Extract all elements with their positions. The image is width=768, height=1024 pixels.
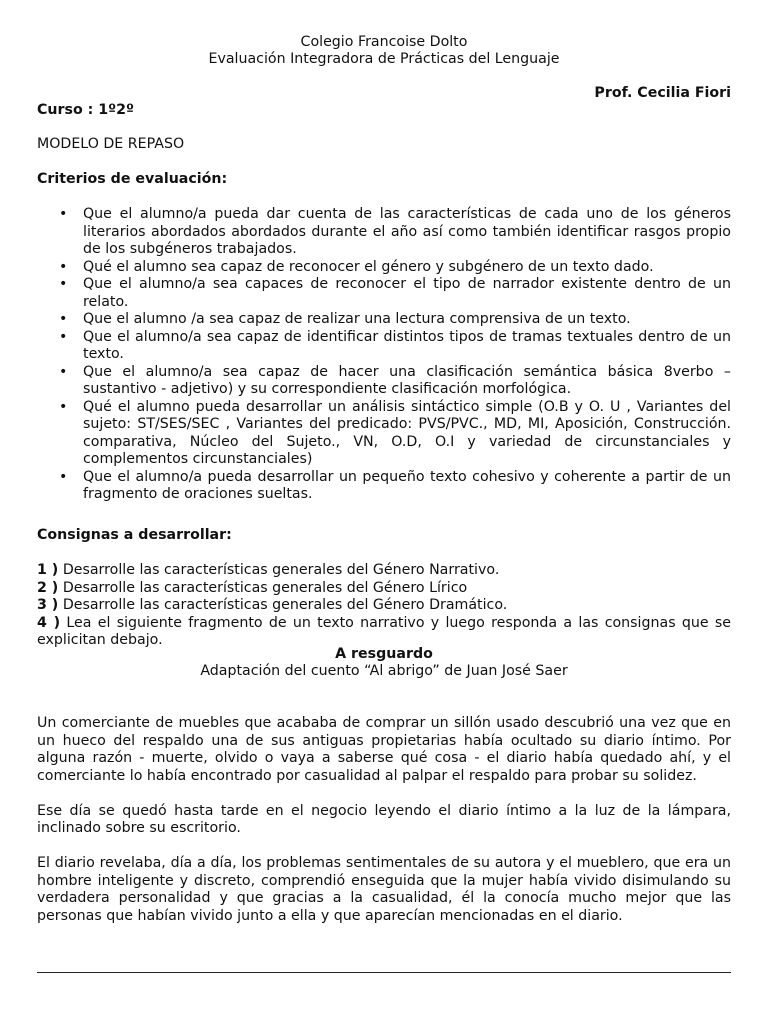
task-item [37,562,731,580]
criteria-item: • Que el alumno/a pueda dar cuenta de las características de cada uno de los géneros literarios abordados abordados durante el año así como también identificar rasgos propio de los subgéneros trabajados. [37,206,731,259]
criteria-list [37,206,731,504]
task-number: 4 ) [37,614,61,631]
criteria-item: • Que el alumno/a sea capaz de hacer una clasificación semántica básica 8verbo – sustantivo - adjetivo) y su correspondiente clasificación morfológica. [37,364,731,399]
task-item [37,580,731,598]
criteria-item: • Qué el alumno pueda desarrollar un análisis sintáctico simple (O.B y O. U , Variantes del sujeto: ST/SES/SEC , Variantes del predicado: PVS/PVC., MD, MI, Aposición, Construcción. comparativa, Núcleo del Sujeto., VN, O.D, O.I y variedad de circunstanciales y complementos circunstanciales) [37,399,731,469]
story-paragraph: Ese día se quedó hasta tarde en el negocio leyendo el diario íntimo a la luz de la lámpara, inclinado sobre su escritorio. [37,802,731,836]
task-text: Lea el siguiente fragmento de un texto narrativo y luego responda a las consignas que se explicitan debajo. [37,614,731,648]
footer-divider [37,972,731,973]
story-text [37,715,731,943]
exam-title: Evaluación Integradora de Prácticas del Lenguaje [208,51,560,67]
task-text: Desarrolle las características generales del Género Narrativo. [62,562,500,578]
task-item [37,597,731,615]
tasks-list [37,562,731,650]
task-text: Desarrolle las características generales del Género Dramático. [62,597,508,613]
task-item [37,615,731,650]
task-text: Desarrolle las características generales del Género Lírico [62,579,468,596]
criteria-item: • Qué el alumno sea capaz de reconocer el género y subgénero de un texto dado. [37,259,731,277]
school-name: Colegio Francoise Dolto [300,34,468,50]
criteria-heading: Criterios de evaluación: [37,171,228,187]
criteria-item: • Que el alumno /a sea capaz de realizar una lectura comprensiva de un texto. [37,311,731,329]
story-subtitle: Adaptación del cuento “Al abrigo” de Juan José Saer [200,663,568,679]
story-paragraph: Un comerciante de muebles que acababa de comprar un sillón usado descubrió una vez que en un hueco del respaldo una de sus antiguas propietarias había ocultado su diario íntimo. Por alguna razón - muerte, olvido o vaya a saberse qué cosa - el diario había quedado ahí, y el comerciante lo había encontrado por casualidad al palpar el respaldo para probar su solidez. [37,715,731,784]
task-number: 2 ) [37,579,59,596]
task-number: 1 ) [37,562,59,578]
criteria-item: • Que el alumno/a sea capaces de reconocer el tipo de narrador existente dentro de un relato. [37,276,731,311]
tasks-heading: Consignas a desarrollar: [37,527,232,543]
course-label: Curso : 1º2º [37,102,134,118]
section-model: MODELO DE REPASO [37,136,185,152]
criteria-item: • Que el alumno/a pueda desarrollar un pequeño texto cohesivo y coherente a partir de un fragmento de oraciones sueltas. [37,469,731,504]
story-title: A resguardo [335,646,433,662]
criteria-item: • Que el alumno/a sea capaz de identificar distintos tipos de tramas textuales dentro de un texto. [37,329,731,364]
task-number: 3 ) [37,597,59,613]
professor-name: Prof. Cecilia Fiori [594,85,731,101]
story-paragraph: El diario revelaba, día a día, los problemas sentimentales de su autora y el mueblero, que era un hombre inteligente y discreto, comprendió enseguida que la mujer había vivido disimulando su verdadera personalidad y que gracias a la casualidad, él la conocía mucho mejor que las personas que habían vivido junto a ella y que aparecían mencionadas en el diario. [37,855,731,924]
